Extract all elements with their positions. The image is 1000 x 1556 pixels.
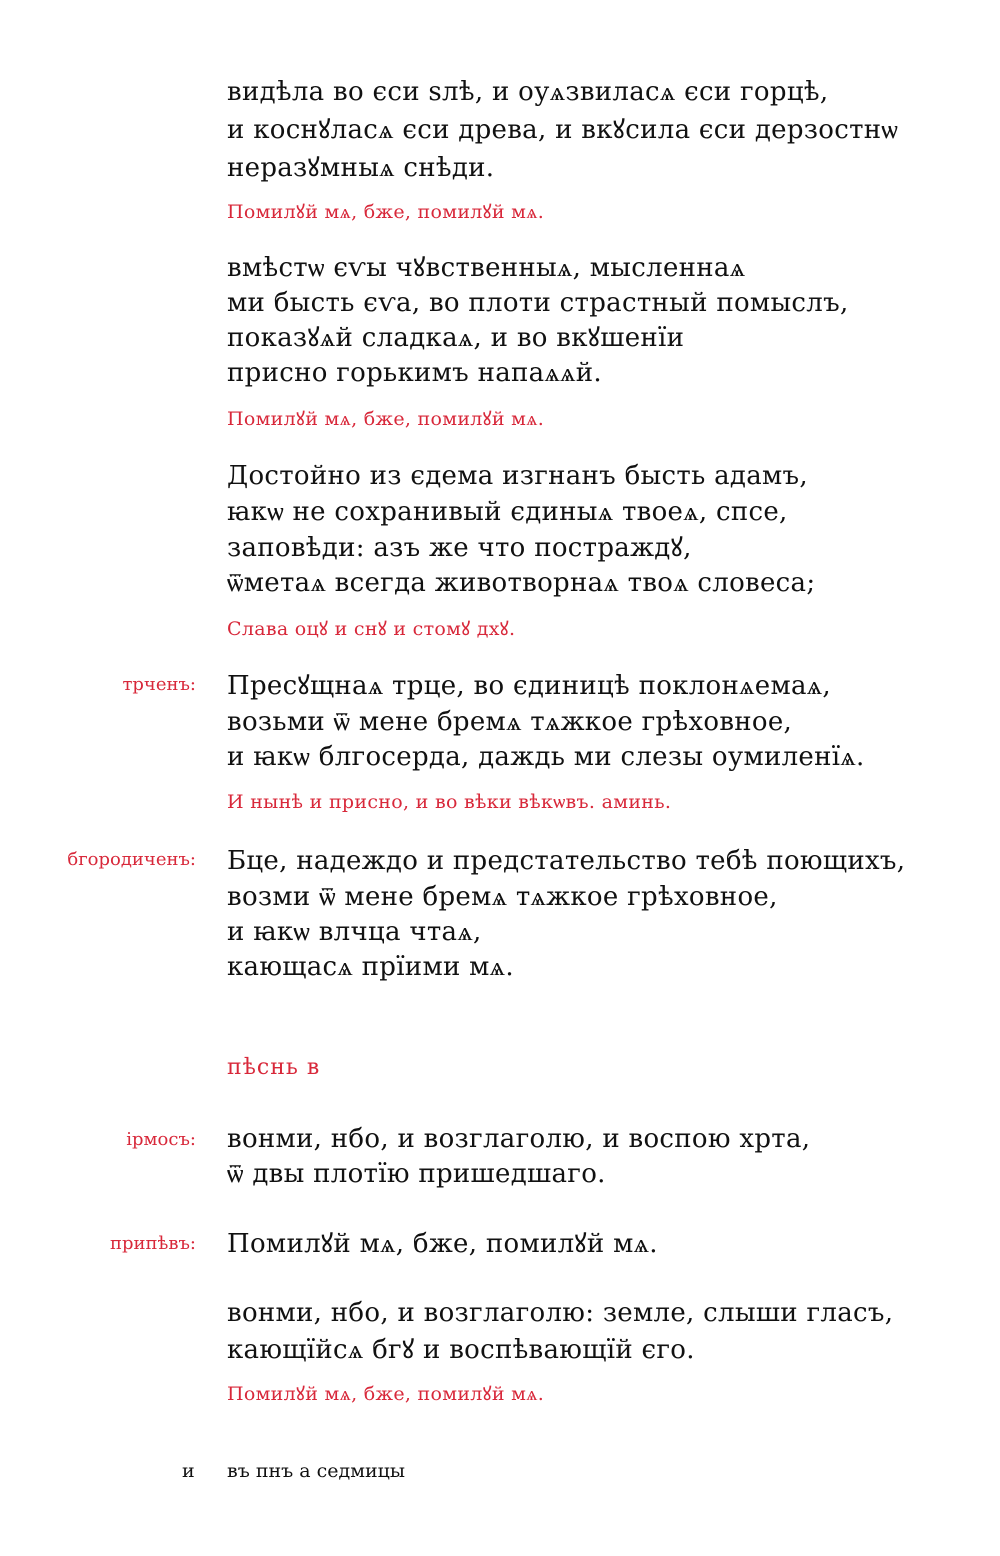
stanza-7-line-2: кающїйсѧ бгꙋ и воспѣвающїй єго. (227, 1335, 695, 1365)
stanza-5-line-1: Бце, надеждо и предстательство тебѣ поющихъ, (227, 846, 906, 876)
stanza-2-line-2: ми бысть єѵа, во плоти страстный помыслъ, (227, 288, 849, 318)
label-bogorodichen: бгородиченъ: (67, 849, 196, 870)
stanza-2-line-1: вмѣстѡ єѵы чꙋвственныѧ, мысленнаѧ (227, 253, 746, 283)
stanza-2-line-3: показꙋѧй сладкаѧ, и во вкꙋшенїи (227, 323, 685, 353)
stanza-1-line-2: и коснꙋласѧ єси древа, и вкꙋсила єси дерзостнѡ (227, 115, 899, 145)
pripev-text: Помилꙋй мѧ, бже, помилꙋй мѧ. (227, 1229, 658, 1259)
stanza-2-line-4: присно горькимъ напаѧѧй. (227, 358, 602, 388)
stanza-5-line-4: кающасѧ прїими мѧ. (227, 952, 514, 982)
label-irmos: ірмосъ: (126, 1129, 196, 1150)
refrain-i-nyne: И нынѣ и присно, и во вѣки вѣкѡвъ. аминь. (227, 791, 672, 813)
label-pripev: припѣвъ: (109, 1233, 196, 1254)
refrain-pomiluy: Помилꙋй мѧ, бже, помилꙋй мѧ. (227, 408, 545, 430)
stanza-4-line-3: и ꙗкѡ блгосерда, даждь ми слезы оумиленїѧ. (227, 742, 865, 772)
ode-heading: пѣснь в (227, 1055, 321, 1080)
stanza-3-line-4: ѿметаѧ всегда животворнаѧ твоѧ словеса; (227, 568, 816, 598)
refrain-pomiluy: Помилꙋй мѧ, бже, помилꙋй мѧ. (227, 1383, 545, 1405)
stanza-6-line-2: ѿ двы плотїю пришедшаго. (227, 1159, 606, 1189)
stanza-1-line-1: видѣла во єси ѕлѣ, и оуѧзвиласѧ єси горцѣ, (227, 77, 829, 107)
stanza-5-line-2: возми ѿ мене бремѧ тѧжкое грѣховное, (227, 882, 778, 912)
stanza-4-line-2: возьми ѿ мене бремѧ тѧжкое грѣховное, (227, 707, 793, 737)
stanza-6-line-1: вонми, нбо, и возглаголю, и воспою хрта, (227, 1124, 811, 1154)
refrain-slava: Слава оцꙋ и снꙋ и стомꙋ дхꙋ. (227, 618, 516, 640)
label-troichen: трченъ: (122, 674, 196, 695)
stanza-3-line-2: ꙗкѡ не сохранивый єдиныѧ твоеѧ, спсе, (227, 497, 788, 527)
stanza-7-line-1: вонми, нбо, и возглаголю: земле, слыши гласъ, (227, 1298, 894, 1328)
refrain-pomiluy: Помилꙋй мѧ, бже, помилꙋй мѧ. (227, 201, 545, 223)
running-title: въ пнъ а седмицы (227, 1460, 406, 1482)
stanza-3-line-1: Достойно из єдема изгнанъ бысть адамъ, (227, 461, 808, 491)
stanza-4-line-1: Пресꙋщнаѧ трце, во єдиницѣ поклонѧемаѧ, (227, 671, 831, 701)
page-number: и (182, 1460, 195, 1482)
stanza-5-line-3: и ꙗкѡ влчца чтаѧ, (227, 917, 482, 947)
stanza-3-line-3: заповѣди: азъ же что постраждꙋ, (227, 533, 692, 563)
stanza-1-line-3: неразꙋмныѧ снѣди. (227, 153, 495, 183)
